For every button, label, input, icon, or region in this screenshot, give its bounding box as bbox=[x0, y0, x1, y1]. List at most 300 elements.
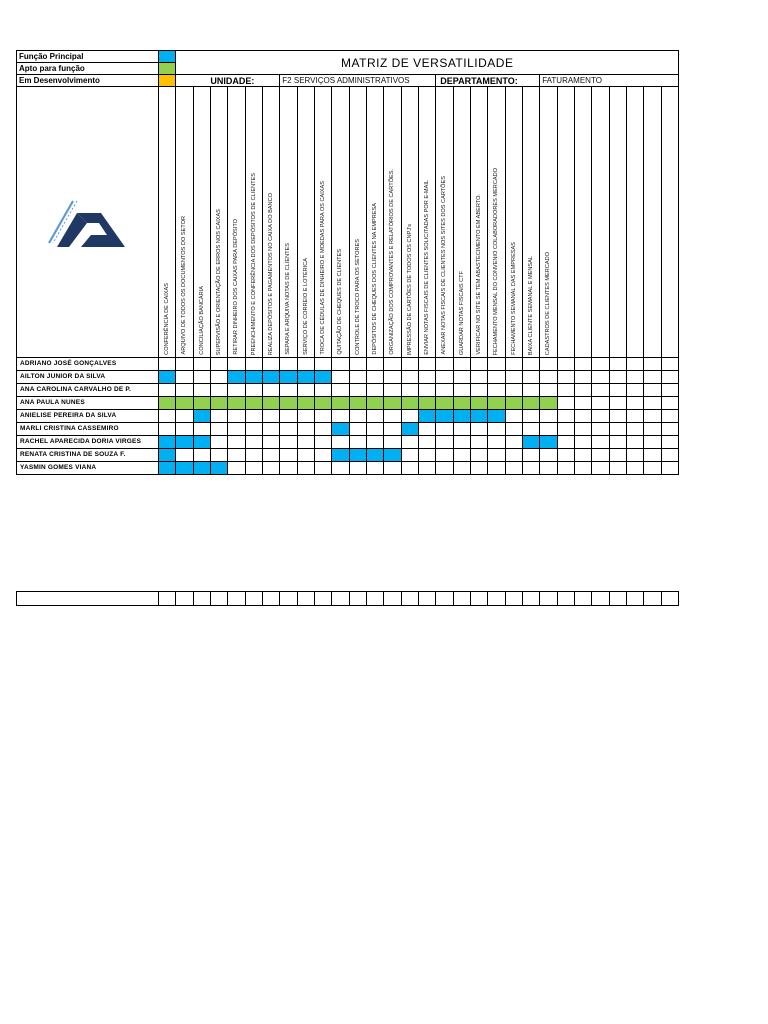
skill-cell[interactable] bbox=[644, 410, 661, 423]
skill-cell[interactable] bbox=[210, 462, 227, 475]
skill-cell[interactable] bbox=[661, 462, 679, 475]
skill-cell[interactable] bbox=[176, 410, 193, 423]
skill-cell[interactable] bbox=[245, 462, 262, 475]
skill-cell[interactable] bbox=[349, 358, 366, 371]
skill-cell[interactable] bbox=[366, 449, 383, 462]
skill-cell[interactable] bbox=[574, 423, 591, 436]
skill-cell[interactable] bbox=[540, 371, 557, 384]
skill-cell[interactable] bbox=[574, 371, 591, 384]
blank-cell[interactable] bbox=[366, 592, 383, 606]
skill-cell[interactable] bbox=[384, 462, 401, 475]
skill-cell[interactable] bbox=[159, 410, 176, 423]
skill-cell[interactable] bbox=[193, 371, 210, 384]
skill-cell[interactable] bbox=[384, 371, 401, 384]
skill-cell[interactable] bbox=[228, 384, 245, 397]
skill-cell[interactable] bbox=[626, 384, 643, 397]
skill-cell[interactable] bbox=[332, 410, 349, 423]
skill-cell[interactable] bbox=[314, 423, 331, 436]
blank-cell[interactable] bbox=[228, 592, 245, 606]
skill-cell[interactable] bbox=[522, 371, 539, 384]
skill-cell[interactable] bbox=[366, 462, 383, 475]
skill-cell[interactable] bbox=[245, 384, 262, 397]
skill-cell[interactable] bbox=[349, 384, 366, 397]
skill-cell[interactable] bbox=[574, 449, 591, 462]
skill-cell[interactable] bbox=[193, 397, 210, 410]
skill-cell[interactable] bbox=[297, 358, 314, 371]
skill-cell[interactable] bbox=[436, 462, 453, 475]
skill-cell[interactable] bbox=[436, 449, 453, 462]
skill-cell[interactable] bbox=[453, 371, 470, 384]
skill-cell[interactable] bbox=[332, 436, 349, 449]
skill-cell[interactable] bbox=[280, 423, 297, 436]
skill-cell[interactable] bbox=[349, 462, 366, 475]
skill-cell[interactable] bbox=[644, 371, 661, 384]
skill-cell[interactable] bbox=[245, 410, 262, 423]
skill-cell[interactable] bbox=[159, 423, 176, 436]
skill-cell[interactable] bbox=[609, 449, 626, 462]
skill-cell[interactable] bbox=[592, 371, 609, 384]
skill-cell[interactable] bbox=[384, 397, 401, 410]
skill-cell[interactable] bbox=[557, 384, 574, 397]
skill-cell[interactable] bbox=[522, 384, 539, 397]
skill-cell[interactable] bbox=[626, 397, 643, 410]
skill-cell[interactable] bbox=[349, 397, 366, 410]
skill-cell[interactable] bbox=[505, 436, 522, 449]
skill-cell[interactable] bbox=[661, 449, 679, 462]
skill-cell[interactable] bbox=[401, 371, 418, 384]
skill-cell[interactable] bbox=[418, 436, 435, 449]
skill-cell[interactable] bbox=[210, 410, 227, 423]
skill-cell[interactable] bbox=[262, 423, 279, 436]
skill-cell[interactable] bbox=[297, 371, 314, 384]
skill-cell[interactable] bbox=[609, 423, 626, 436]
skill-cell[interactable] bbox=[661, 423, 679, 436]
skill-cell[interactable] bbox=[488, 358, 505, 371]
skill-cell[interactable] bbox=[626, 371, 643, 384]
skill-cell[interactable] bbox=[522, 410, 539, 423]
skill-cell[interactable] bbox=[453, 462, 470, 475]
skill-cell[interactable] bbox=[626, 423, 643, 436]
skill-cell[interactable] bbox=[436, 423, 453, 436]
skill-cell[interactable] bbox=[609, 436, 626, 449]
skill-cell[interactable] bbox=[176, 384, 193, 397]
skill-cell[interactable] bbox=[505, 384, 522, 397]
skill-cell[interactable] bbox=[366, 371, 383, 384]
skill-cell[interactable] bbox=[540, 410, 557, 423]
skill-cell[interactable] bbox=[540, 423, 557, 436]
skill-cell[interactable] bbox=[210, 371, 227, 384]
skill-cell[interactable] bbox=[384, 384, 401, 397]
skill-cell[interactable] bbox=[280, 449, 297, 462]
skill-cell[interactable] bbox=[626, 436, 643, 449]
skill-cell[interactable] bbox=[644, 449, 661, 462]
skill-cell[interactable] bbox=[470, 397, 487, 410]
skill-cell[interactable] bbox=[488, 410, 505, 423]
skill-cell[interactable] bbox=[609, 410, 626, 423]
skill-cell[interactable] bbox=[540, 397, 557, 410]
skill-cell[interactable] bbox=[488, 397, 505, 410]
skill-cell[interactable] bbox=[574, 410, 591, 423]
skill-cell[interactable] bbox=[488, 436, 505, 449]
blank-cell[interactable] bbox=[401, 592, 418, 606]
skill-cell[interactable] bbox=[262, 397, 279, 410]
skill-cell[interactable] bbox=[453, 358, 470, 371]
blank-cell[interactable] bbox=[522, 592, 539, 606]
blank-cell[interactable] bbox=[314, 592, 331, 606]
skill-cell[interactable] bbox=[592, 436, 609, 449]
skill-cell[interactable] bbox=[210, 384, 227, 397]
skill-cell[interactable] bbox=[297, 397, 314, 410]
skill-cell[interactable] bbox=[280, 358, 297, 371]
skill-cell[interactable] bbox=[245, 371, 262, 384]
blank-cell[interactable] bbox=[505, 592, 522, 606]
skill-cell[interactable] bbox=[644, 384, 661, 397]
skill-cell[interactable] bbox=[522, 449, 539, 462]
blank-cell[interactable] bbox=[297, 592, 314, 606]
skill-cell[interactable] bbox=[540, 358, 557, 371]
skill-cell[interactable] bbox=[193, 436, 210, 449]
skill-cell[interactable] bbox=[436, 371, 453, 384]
skill-cell[interactable] bbox=[626, 449, 643, 462]
blank-cell[interactable] bbox=[159, 592, 176, 606]
skill-cell[interactable] bbox=[592, 449, 609, 462]
skill-cell[interactable] bbox=[332, 358, 349, 371]
skill-cell[interactable] bbox=[574, 358, 591, 371]
skill-cell[interactable] bbox=[297, 449, 314, 462]
skill-cell[interactable] bbox=[314, 384, 331, 397]
skill-cell[interactable] bbox=[557, 397, 574, 410]
skill-cell[interactable] bbox=[609, 371, 626, 384]
blank-cell[interactable] bbox=[245, 592, 262, 606]
skill-cell[interactable] bbox=[592, 410, 609, 423]
skill-cell[interactable] bbox=[626, 462, 643, 475]
skill-cell[interactable] bbox=[557, 423, 574, 436]
skill-cell[interactable] bbox=[384, 436, 401, 449]
skill-cell[interactable] bbox=[505, 423, 522, 436]
skill-cell[interactable] bbox=[401, 384, 418, 397]
skill-cell[interactable] bbox=[384, 449, 401, 462]
skill-cell[interactable] bbox=[592, 462, 609, 475]
skill-cell[interactable] bbox=[366, 397, 383, 410]
skill-cell[interactable] bbox=[436, 358, 453, 371]
skill-cell[interactable] bbox=[470, 384, 487, 397]
skill-cell[interactable] bbox=[488, 462, 505, 475]
skill-cell[interactable] bbox=[349, 371, 366, 384]
skill-cell[interactable] bbox=[644, 436, 661, 449]
skill-cell[interactable] bbox=[609, 397, 626, 410]
skill-cell[interactable] bbox=[210, 397, 227, 410]
skill-cell[interactable] bbox=[418, 462, 435, 475]
skill-cell[interactable] bbox=[401, 410, 418, 423]
skill-cell[interactable] bbox=[228, 462, 245, 475]
skill-cell[interactable] bbox=[159, 371, 176, 384]
skill-cell[interactable] bbox=[574, 436, 591, 449]
skill-cell[interactable] bbox=[418, 384, 435, 397]
skill-cell[interactable] bbox=[159, 358, 176, 371]
skill-cell[interactable] bbox=[159, 384, 176, 397]
skill-cell[interactable] bbox=[297, 410, 314, 423]
skill-cell[interactable] bbox=[262, 410, 279, 423]
blank-cell[interactable] bbox=[661, 592, 678, 606]
blank-cell[interactable] bbox=[557, 592, 574, 606]
blank-cell[interactable] bbox=[280, 592, 297, 606]
skill-cell[interactable] bbox=[159, 436, 176, 449]
skill-cell[interactable] bbox=[505, 449, 522, 462]
skill-cell[interactable] bbox=[453, 449, 470, 462]
skill-cell[interactable] bbox=[228, 423, 245, 436]
blank-cell[interactable] bbox=[17, 592, 159, 606]
skill-cell[interactable] bbox=[280, 462, 297, 475]
skill-cell[interactable] bbox=[245, 397, 262, 410]
skill-cell[interactable] bbox=[557, 436, 574, 449]
skill-cell[interactable] bbox=[384, 423, 401, 436]
skill-cell[interactable] bbox=[314, 449, 331, 462]
skill-cell[interactable] bbox=[401, 436, 418, 449]
skill-cell[interactable] bbox=[401, 358, 418, 371]
skill-cell[interactable] bbox=[470, 449, 487, 462]
skill-cell[interactable] bbox=[488, 449, 505, 462]
skill-cell[interactable] bbox=[193, 462, 210, 475]
skill-cell[interactable] bbox=[228, 371, 245, 384]
skill-cell[interactable] bbox=[418, 397, 435, 410]
skill-cell[interactable] bbox=[505, 462, 522, 475]
skill-cell[interactable] bbox=[297, 462, 314, 475]
skill-cell[interactable] bbox=[314, 358, 331, 371]
skill-cell[interactable] bbox=[262, 449, 279, 462]
skill-cell[interactable] bbox=[470, 436, 487, 449]
skill-cell[interactable] bbox=[453, 436, 470, 449]
skill-cell[interactable] bbox=[210, 449, 227, 462]
skill-cell[interactable] bbox=[210, 436, 227, 449]
skill-cell[interactable] bbox=[366, 436, 383, 449]
skill-cell[interactable] bbox=[592, 397, 609, 410]
skill-cell[interactable] bbox=[626, 410, 643, 423]
skill-cell[interactable] bbox=[661, 397, 679, 410]
skill-cell[interactable] bbox=[245, 358, 262, 371]
skill-cell[interactable] bbox=[470, 371, 487, 384]
skill-cell[interactable] bbox=[384, 358, 401, 371]
skill-cell[interactable] bbox=[176, 436, 193, 449]
skill-cell[interactable] bbox=[557, 371, 574, 384]
skill-cell[interactable] bbox=[159, 462, 176, 475]
blank-cell[interactable] bbox=[436, 592, 453, 606]
skill-cell[interactable] bbox=[210, 423, 227, 436]
skill-cell[interactable] bbox=[522, 423, 539, 436]
skill-cell[interactable] bbox=[540, 462, 557, 475]
skill-cell[interactable] bbox=[557, 410, 574, 423]
skill-cell[interactable] bbox=[661, 436, 679, 449]
skill-cell[interactable] bbox=[228, 397, 245, 410]
skill-cell[interactable] bbox=[349, 449, 366, 462]
skill-cell[interactable] bbox=[488, 384, 505, 397]
skill-cell[interactable] bbox=[644, 397, 661, 410]
skill-cell[interactable] bbox=[245, 423, 262, 436]
skill-cell[interactable] bbox=[470, 462, 487, 475]
blank-cell[interactable] bbox=[349, 592, 366, 606]
skill-cell[interactable] bbox=[436, 397, 453, 410]
blank-cell[interactable] bbox=[384, 592, 401, 606]
skill-cell[interactable] bbox=[349, 410, 366, 423]
skill-cell[interactable] bbox=[228, 358, 245, 371]
skill-cell[interactable] bbox=[176, 371, 193, 384]
skill-cell[interactable] bbox=[574, 462, 591, 475]
blank-cell[interactable] bbox=[453, 592, 470, 606]
skill-cell[interactable] bbox=[540, 384, 557, 397]
skill-cell[interactable] bbox=[418, 371, 435, 384]
skill-cell[interactable] bbox=[280, 371, 297, 384]
skill-cell[interactable] bbox=[418, 449, 435, 462]
skill-cell[interactable] bbox=[280, 436, 297, 449]
skill-cell[interactable] bbox=[384, 410, 401, 423]
skill-cell[interactable] bbox=[522, 462, 539, 475]
skill-cell[interactable] bbox=[314, 371, 331, 384]
skill-cell[interactable] bbox=[401, 449, 418, 462]
skill-cell[interactable] bbox=[297, 436, 314, 449]
skill-cell[interactable] bbox=[574, 397, 591, 410]
skill-cell[interactable] bbox=[557, 358, 574, 371]
skill-cell[interactable] bbox=[453, 423, 470, 436]
skill-cell[interactable] bbox=[193, 410, 210, 423]
skill-cell[interactable] bbox=[332, 397, 349, 410]
skill-cell[interactable] bbox=[366, 384, 383, 397]
skill-cell[interactable] bbox=[488, 423, 505, 436]
blank-cell[interactable] bbox=[592, 592, 609, 606]
skill-cell[interactable] bbox=[505, 358, 522, 371]
skill-cell[interactable] bbox=[453, 397, 470, 410]
skill-cell[interactable] bbox=[453, 410, 470, 423]
skill-cell[interactable] bbox=[470, 358, 487, 371]
skill-cell[interactable] bbox=[401, 462, 418, 475]
skill-cell[interactable] bbox=[176, 462, 193, 475]
skill-cell[interactable] bbox=[210, 358, 227, 371]
skill-cell[interactable] bbox=[349, 436, 366, 449]
skill-cell[interactable] bbox=[176, 423, 193, 436]
blank-cell[interactable] bbox=[540, 592, 557, 606]
skill-cell[interactable] bbox=[176, 358, 193, 371]
skill-cell[interactable] bbox=[644, 358, 661, 371]
skill-cell[interactable] bbox=[436, 436, 453, 449]
skill-cell[interactable] bbox=[193, 423, 210, 436]
skill-cell[interactable] bbox=[626, 358, 643, 371]
skill-cell[interactable] bbox=[505, 410, 522, 423]
skill-cell[interactable] bbox=[262, 371, 279, 384]
skill-cell[interactable] bbox=[159, 449, 176, 462]
skill-cell[interactable] bbox=[332, 449, 349, 462]
skill-cell[interactable] bbox=[557, 449, 574, 462]
skill-cell[interactable] bbox=[470, 423, 487, 436]
skill-cell[interactable] bbox=[522, 397, 539, 410]
skill-cell[interactable] bbox=[297, 423, 314, 436]
skill-cell[interactable] bbox=[332, 384, 349, 397]
blank-cell[interactable] bbox=[418, 592, 435, 606]
blank-cell[interactable] bbox=[488, 592, 505, 606]
skill-cell[interactable] bbox=[522, 436, 539, 449]
skill-cell[interactable] bbox=[661, 371, 679, 384]
skill-cell[interactable] bbox=[574, 384, 591, 397]
skill-cell[interactable] bbox=[592, 384, 609, 397]
skill-cell[interactable] bbox=[488, 371, 505, 384]
skill-cell[interactable] bbox=[314, 462, 331, 475]
skill-cell[interactable] bbox=[609, 462, 626, 475]
skill-cell[interactable] bbox=[280, 384, 297, 397]
skill-cell[interactable] bbox=[505, 397, 522, 410]
skill-cell[interactable] bbox=[332, 462, 349, 475]
skill-cell[interactable] bbox=[401, 397, 418, 410]
skill-cell[interactable] bbox=[418, 358, 435, 371]
skill-cell[interactable] bbox=[609, 358, 626, 371]
skill-cell[interactable] bbox=[418, 423, 435, 436]
skill-cell[interactable] bbox=[366, 358, 383, 371]
blank-cell[interactable] bbox=[262, 592, 279, 606]
skill-cell[interactable] bbox=[280, 410, 297, 423]
skill-cell[interactable] bbox=[557, 462, 574, 475]
skill-cell[interactable] bbox=[262, 436, 279, 449]
skill-cell[interactable] bbox=[505, 371, 522, 384]
blank-cell[interactable] bbox=[176, 592, 193, 606]
skill-cell[interactable] bbox=[262, 358, 279, 371]
skill-cell[interactable] bbox=[332, 423, 349, 436]
skill-cell[interactable] bbox=[661, 358, 679, 371]
skill-cell[interactable] bbox=[245, 449, 262, 462]
skill-cell[interactable] bbox=[592, 358, 609, 371]
skill-cell[interactable] bbox=[540, 449, 557, 462]
skill-cell[interactable] bbox=[401, 423, 418, 436]
skill-cell[interactable] bbox=[228, 410, 245, 423]
blank-cell[interactable] bbox=[193, 592, 210, 606]
skill-cell[interactable] bbox=[418, 410, 435, 423]
skill-cell[interactable] bbox=[159, 397, 176, 410]
skill-cell[interactable] bbox=[314, 436, 331, 449]
skill-cell[interactable] bbox=[470, 410, 487, 423]
skill-cell[interactable] bbox=[193, 358, 210, 371]
blank-cell[interactable] bbox=[470, 592, 487, 606]
skill-cell[interactable] bbox=[349, 423, 366, 436]
skill-cell[interactable] bbox=[592, 423, 609, 436]
skill-cell[interactable] bbox=[314, 397, 331, 410]
skill-cell[interactable] bbox=[522, 358, 539, 371]
blank-cell[interactable] bbox=[644, 592, 661, 606]
skill-cell[interactable] bbox=[176, 449, 193, 462]
skill-cell[interactable] bbox=[453, 384, 470, 397]
skill-cell[interactable] bbox=[193, 449, 210, 462]
skill-cell[interactable] bbox=[262, 462, 279, 475]
skill-cell[interactable] bbox=[176, 397, 193, 410]
skill-cell[interactable] bbox=[314, 410, 331, 423]
skill-cell[interactable] bbox=[436, 384, 453, 397]
skill-cell[interactable] bbox=[262, 384, 279, 397]
blank-cell[interactable] bbox=[574, 592, 591, 606]
skill-cell[interactable] bbox=[540, 436, 557, 449]
skill-cell[interactable] bbox=[228, 436, 245, 449]
blank-cell[interactable] bbox=[609, 592, 626, 606]
skill-cell[interactable] bbox=[280, 397, 297, 410]
skill-cell[interactable] bbox=[661, 410, 679, 423]
skill-cell[interactable] bbox=[332, 371, 349, 384]
skill-cell[interactable] bbox=[228, 449, 245, 462]
blank-cell[interactable] bbox=[626, 592, 643, 606]
skill-cell[interactable] bbox=[297, 384, 314, 397]
skill-cell[interactable] bbox=[436, 410, 453, 423]
skill-cell[interactable] bbox=[644, 423, 661, 436]
skill-cell[interactable] bbox=[245, 436, 262, 449]
skill-cell[interactable] bbox=[366, 410, 383, 423]
skill-cell[interactable] bbox=[644, 462, 661, 475]
skill-cell[interactable] bbox=[366, 423, 383, 436]
blank-cell[interactable] bbox=[332, 592, 349, 606]
skill-cell[interactable] bbox=[193, 384, 210, 397]
skill-cell[interactable] bbox=[609, 384, 626, 397]
blank-cell[interactable] bbox=[210, 592, 227, 606]
